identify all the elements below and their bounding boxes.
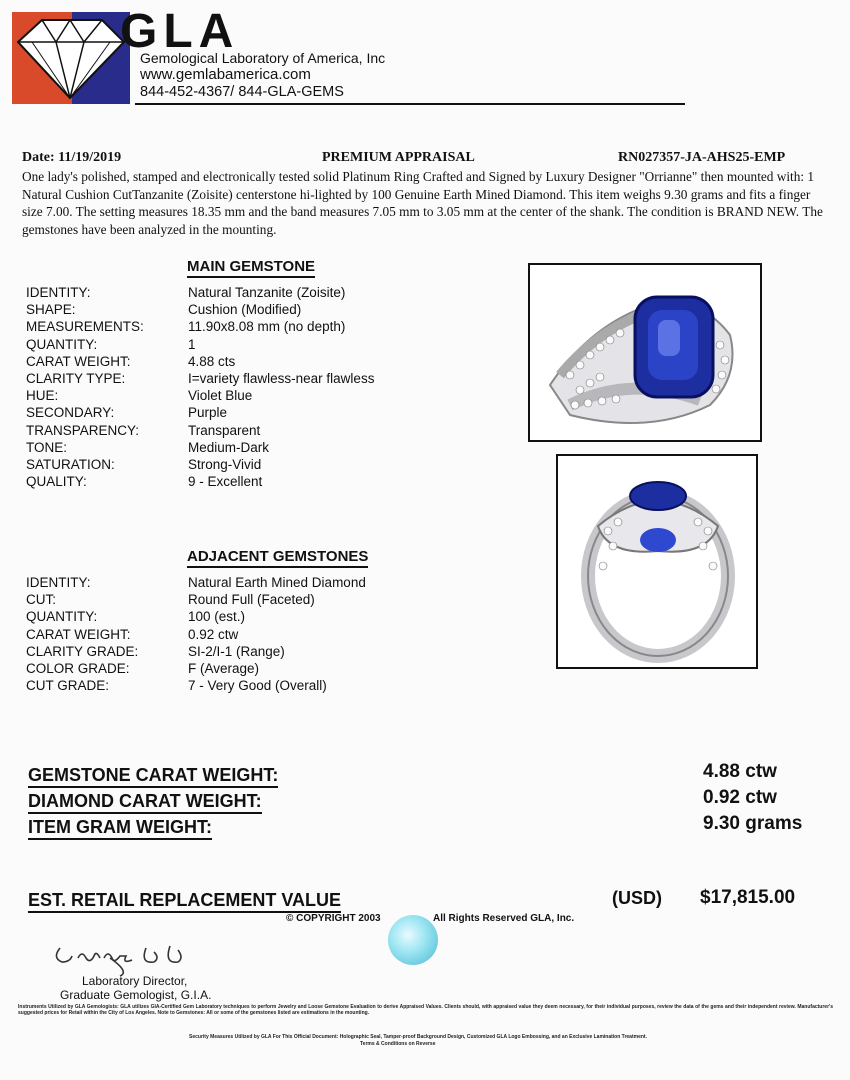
lab-name: Gemological Laboratory of America, Inc [140,50,386,66]
row-label: SECONDARY: [26,405,115,421]
rights-text: All Rights Reserved GLA, Inc. [433,913,575,924]
row-value: 100 (est.) [188,609,246,625]
main-gemstone-heading: MAIN GEMSTONE [187,258,315,278]
ring-photo-top [528,263,762,442]
document-title: PREMIUM APPRAISAL [322,150,475,165]
row-label: QUALITY: [26,474,87,490]
total-label: DIAMOND CARAT WEIGHT: [28,791,262,814]
signature-icon [50,928,220,978]
total-value: 0.92 ctw [703,787,777,808]
row-label: IDENTITY: [26,575,91,590]
row-value: Cushion (Modified) [188,302,302,318]
row-label: TONE: [26,439,68,455]
director-title: Laboratory Director, [82,974,188,988]
row-value: 0.92 ctw [188,626,239,642]
gemologist-title: Graduate Gemologist, G.I.A. [60,988,212,1002]
total-label: ITEM GRAM WEIGHT: [28,817,212,840]
row-label: SATURATION: [26,457,115,472]
row-label: QUANTITY: [26,609,98,625]
row-value: 4.88 cts [188,353,236,369]
ring-side-view-image [558,456,756,667]
row-label: COLOR GRADE: [26,661,130,676]
total-value: 9.30 grams [703,813,803,834]
row-value: 9 - Excellent [188,474,263,490]
row-value: 11.90x8.08 mm (no depth) [188,319,346,335]
copyright-text: © COPYRIGHT 2003 [286,913,381,924]
retail-value: $17,815.00 [700,887,796,908]
appraisal-date: Date: 11/19/2019 [22,150,122,165]
row-value: Natural Earth Mined Diamond [188,575,366,590]
currency: (USD) [612,888,662,908]
row-label: CARAT WEIGHT: [26,626,131,642]
row-value: Medium-Dark [188,439,270,455]
row-value: 1 [188,336,196,352]
retail-value-label: EST. RETAIL REPLACEMENT VALUE [28,890,341,913]
terms-link[interactable]: Terms & Conditions on Reverse [360,1041,436,1047]
row-value: SI-2/I-1 (Range) [188,643,285,659]
row-label: HUE: [26,388,59,404]
diamond-logo-icon [12,12,130,104]
row-label: CUT: [26,592,56,608]
row-label: QUANTITY: [26,336,98,352]
phone-number: 844-452-4367/ 844-GLA-GEMS [140,84,344,100]
row-value: Violet Blue [188,388,253,404]
row-value: Round Full (Faceted) [188,592,315,608]
row-label: CLARITY GRADE: [26,643,139,659]
row-label: CLARITY TYPE: [26,371,126,386]
fine-print: Instruments Utilized by GLA Gemologists: GLA utilizes GIA-Certified Gem Laboratory techniques to perform Jewelry and Loose Gemstone Evaluation to derive Appraised Values. Clients should, with appraised value they deem necessary, for their individual purposes, review the data of the gems and their independent review. Manufacturer's suggested prices for Retail within the City of Los Angeles. Note to Gemstones: All or some of the gemstones listed are estimations in the mounting. [18,1004,833,1016]
logo-wordmark: GLA [120,5,240,58]
row-label: CUT GRADE: [26,678,110,694]
row-value: Purple [188,405,228,421]
row-label: IDENTITY: [26,285,91,300]
row-label: MEASUREMENTS: [26,319,144,335]
security-measures-text: Security Measures Utilized by GLA For This Official Document: Holographic Seal, Tamper-proof Background Design, Customized GLA Logo Embossing, and an Exclusive Lamination Treatment. [189,1034,647,1040]
row-value: 7 - Very Good (Overall) [188,678,327,694]
website-link[interactable]: www.gemlabamerica.com [140,66,311,83]
item-description: One lady's polished, stamped and electronically tested solid Platinum Ring Crafted and Signed by Luxury Designer "Orrianne" then mounted with: 1 Natural Cushion CutTanzanite (Zoisite) centerstone hi-lighted by 100 Genuine Earth Mined Diamond. This item weighs 9.30 grams and fits a finger size 7.00. The setting measures 18.35 mm and the band measures 7.05 mm to 3.05 mm at the center of the shank. The condition is BRAND NEW. The gemstones have been analyzed in the mounting. [22,169,823,237]
row-label: SHAPE: [26,302,76,318]
holographic-seal [388,915,438,965]
row-value: I=variety flawless-near flawless [188,371,375,386]
header-divider [135,103,685,105]
ring-photo-bottom [556,454,758,669]
row-value: F (Average) [188,661,260,676]
row-label: CARAT WEIGHT: [26,353,131,369]
total-value: 4.88 ctw [703,761,777,782]
adjacent-gemstones-heading: ADJACENT GEMSTONES [187,548,368,568]
row-value: Natural Tanzanite (Zoisite) [188,285,346,300]
row-label: TRANSPARENCY: [26,422,140,438]
ring-top-view-image [530,265,760,440]
reference-number: RN027357-JA-AHS25-EMP [618,150,786,165]
row-value: Strong-Vivid [188,457,262,472]
row-value: Transparent [188,422,261,438]
total-label: GEMSTONE CARAT WEIGHT: [28,765,278,788]
gla-logo [12,12,130,104]
